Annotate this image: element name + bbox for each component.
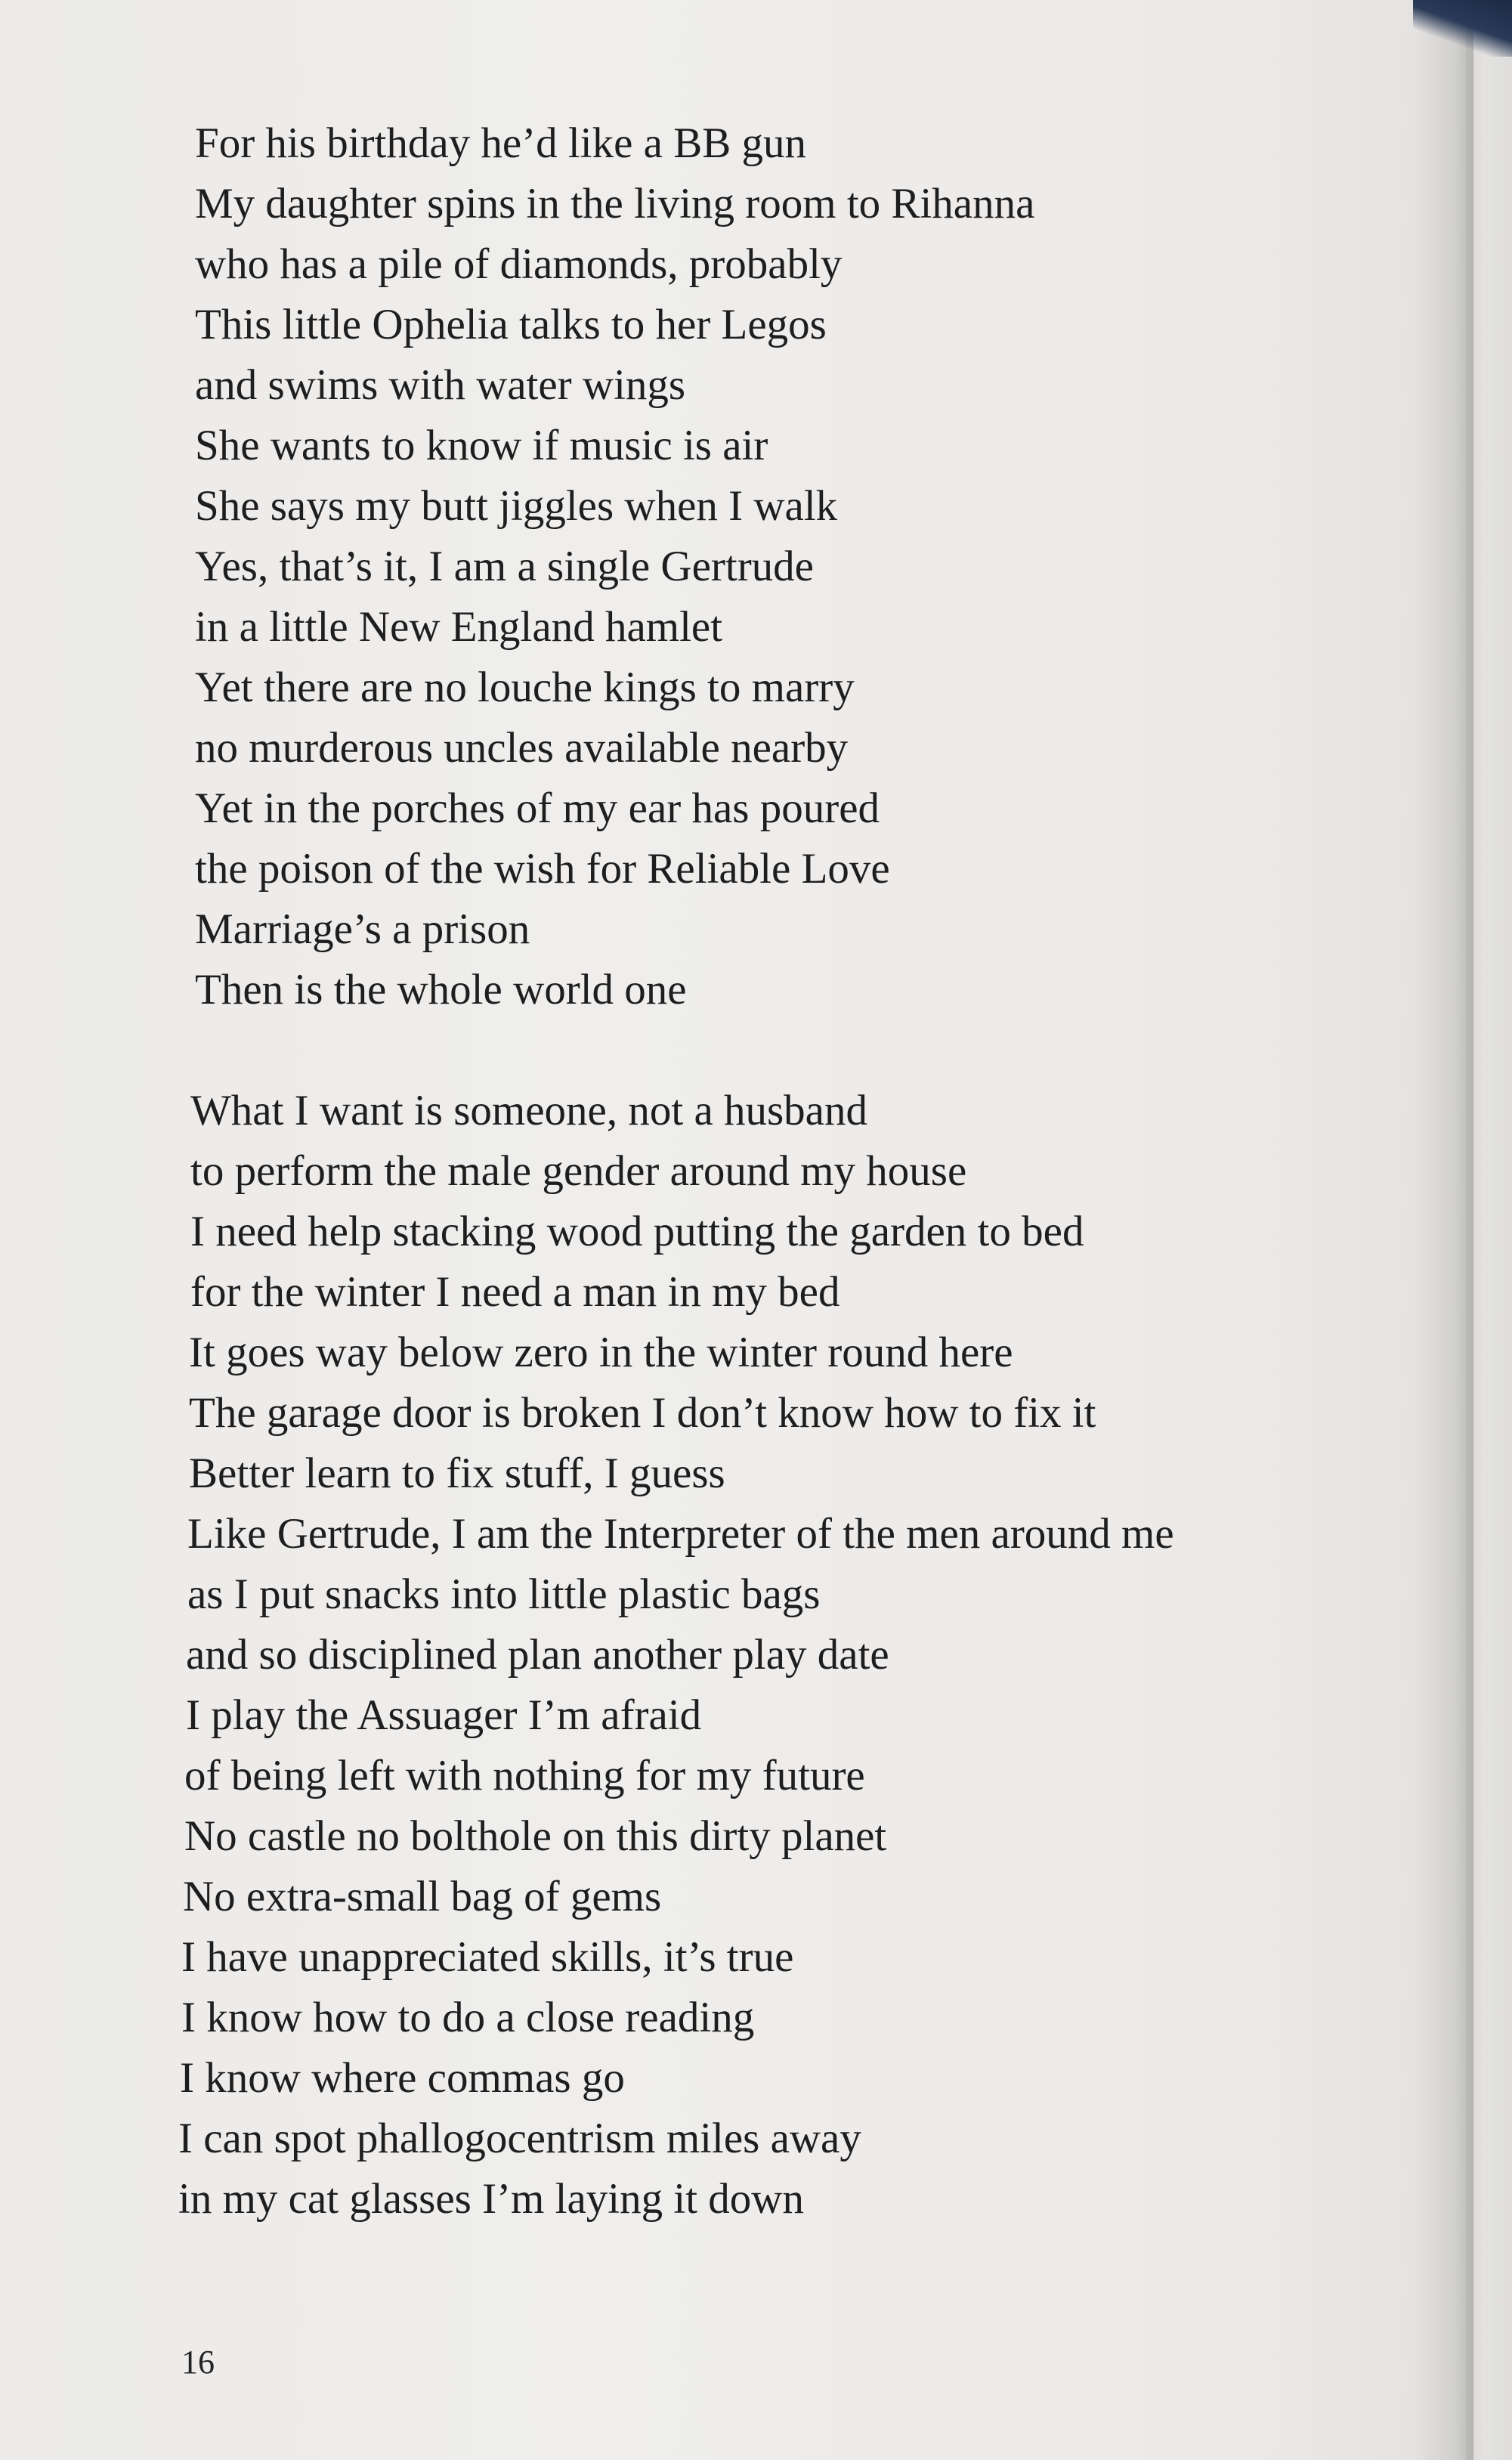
book-cover-corner	[1413, 0, 1512, 57]
poem-line: No castle no bolthole on this dirty planet	[184, 1812, 887, 1860]
poem-line: I know how to do a close reading	[181, 1994, 755, 2041]
poem-line: and so disciplined plan another play date	[186, 1631, 889, 1679]
poem-line: in a little New England hamlet	[195, 603, 723, 651]
poem-line: no murderous uncles available nearby	[195, 724, 849, 772]
poem-line: No extra-small bag of gems	[183, 1873, 662, 1920]
poem-line: who has a pile of diamonds, probably	[195, 240, 843, 288]
poem-line: I need help stacking wood putting the garden to bed	[190, 1208, 1084, 1255]
poem-line: She says my butt jiggles when I walk	[195, 482, 838, 530]
poem-line: Yes, that’s it, I am a single Gertrude	[195, 543, 814, 590]
poem-line: She wants to know if music is air	[195, 422, 768, 469]
page-number: 16	[181, 2344, 215, 2381]
poem-line: the poison of the wish for Reliable Love	[195, 845, 890, 893]
poem-line: I have unappreciated skills, it’s true	[181, 1933, 794, 1981]
poem-line: It goes way below zero in the winter round here	[189, 1329, 1013, 1376]
poem-line: Then is the whole world one	[195, 966, 687, 1013]
poem-line: Like Gertrude, I am the Interpreter of the men around me	[187, 1510, 1174, 1558]
poem-line: Better learn to fix stuff, I guess	[189, 1450, 725, 1497]
poem-line: as I put snacks into little plastic bags	[187, 1570, 821, 1618]
poem-line: to perform the male gender around my house	[190, 1147, 967, 1195]
poem-line: for the winter I need a man in my bed	[190, 1268, 840, 1316]
poem-line: I play the Assuager I’m afraid	[186, 1691, 702, 1739]
poem-line: Marriage’s a prison	[195, 905, 530, 953]
poem-line: My daughter spins in the living room to Rihanna	[195, 180, 1035, 227]
poem-line: Yet in the porches of my ear has poured	[195, 784, 880, 832]
poem-line: For his birthday he’d like a BB gun	[195, 119, 806, 167]
poem-line: The garage door is broken I don’t know how to fix it	[189, 1389, 1096, 1437]
poem-line: What I want is someone, not a husband	[190, 1087, 867, 1134]
poem-line: I know where commas go	[180, 2054, 625, 2102]
spine-shadow	[1413, 0, 1473, 2460]
poem-line: Yet there are no louche kings to marry	[195, 664, 855, 711]
poem-line: of being left with nothing for my future	[184, 1752, 865, 1799]
poem-line: in my cat glasses I’m laying it down	[178, 2175, 804, 2223]
poem-line: and swims with water wings	[195, 361, 686, 409]
poem-line: I can spot phallogocentrism miles away	[178, 2115, 861, 2162]
poem-line: This little Ophelia talks to her Legos	[195, 301, 827, 348]
